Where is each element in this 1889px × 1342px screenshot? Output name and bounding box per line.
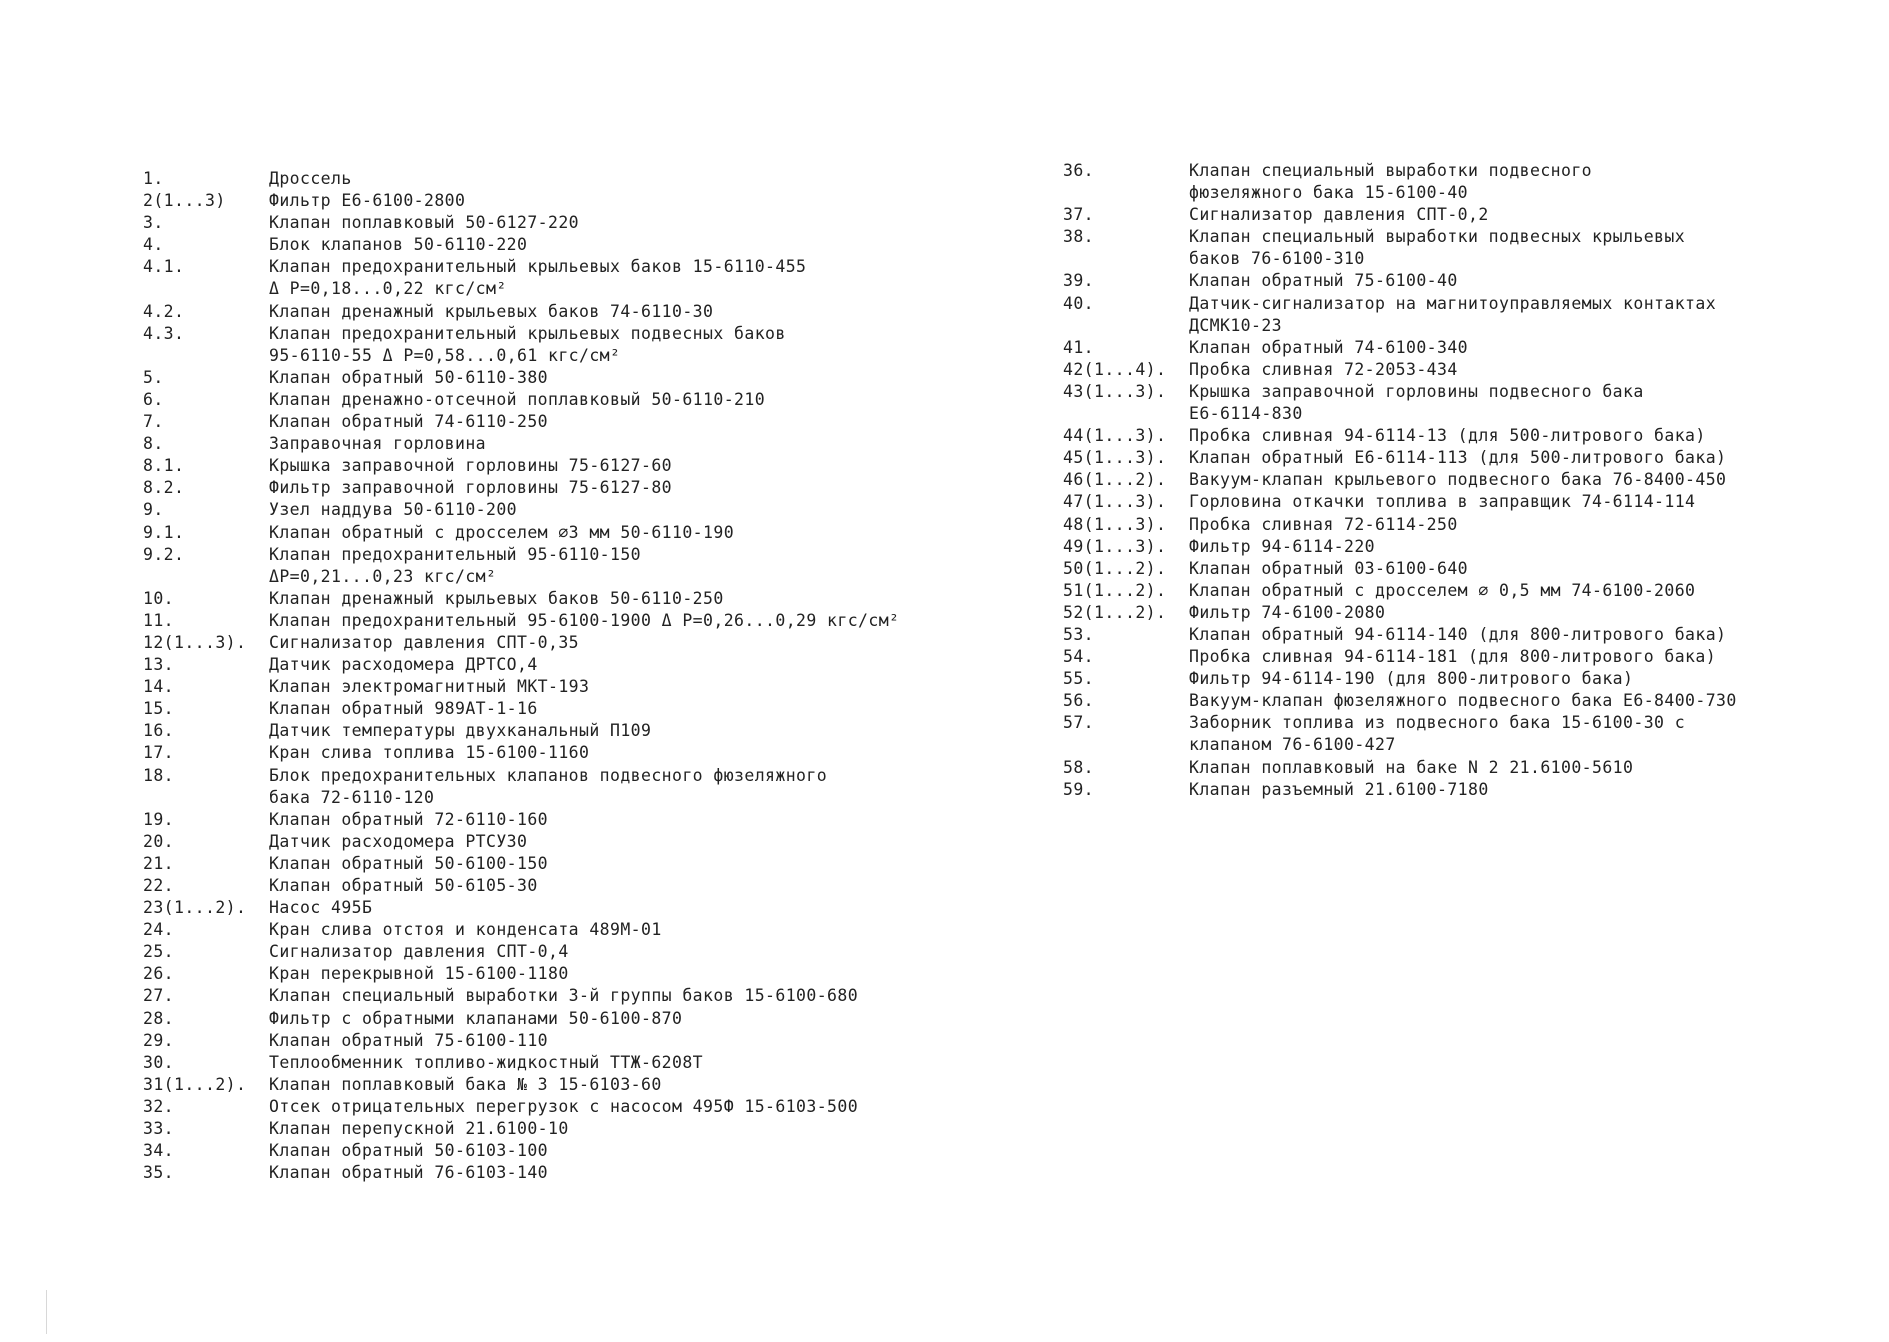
list-item <box>143 1030 973 1052</box>
item-description: ДСМК10-23 <box>1189 315 1283 335</box>
list-item <box>143 367 973 389</box>
item-description: Клапан специальный выработки подвесного <box>1189 161 1593 180</box>
item-number: 28. <box>143 1008 175 1028</box>
item-number: 47(1...3). <box>1063 492 1167 512</box>
item-description: Сигнализатор давления СПТ-0,4 <box>269 942 569 962</box>
item-number: 19. <box>143 809 175 829</box>
item-description: Клапан разъемный 21.6100-7180 <box>1189 779 1489 799</box>
item-description: Клапан поплавковый на баке N 2 21.6100-5610 <box>1189 757 1634 777</box>
item-description: Заборник топлива из подвесного бака 15-6100-30 с <box>1189 713 1686 733</box>
item-description: Блок предохранительных клапанов подвесного фюзеляжного <box>269 765 828 785</box>
item-description: баков 76-6100-310 <box>1189 249 1365 269</box>
item-number: 31(1...2). <box>143 1074 247 1094</box>
list-item-continuation <box>1063 734 1863 756</box>
item-description: Клапан обратный 75-6100-110 <box>269 1030 549 1050</box>
list-item <box>1063 293 1863 315</box>
item-number: 9. <box>143 500 164 520</box>
list-item <box>143 654 973 676</box>
item-description: Клапан обратный 75-6100-40 <box>1189 271 1458 291</box>
item-description: Клапан обратный 76-6103-140 <box>269 1163 549 1183</box>
item-description: Кран слива отстоя и конденсата 489М-01 <box>269 920 662 940</box>
item-description: Горловина откачки топлива в заправщик 74-6114-114 <box>1189 492 1696 512</box>
item-description: Пробка сливная 94-6114-13 (для 500-литрового бака) <box>1189 426 1706 446</box>
item-description: Клапан поплавковый 50-6127-220 <box>269 213 580 233</box>
item-description: бака 72-6110-120 <box>269 787 435 807</box>
item-number: 8.1. <box>143 456 185 476</box>
list-item <box>143 1118 973 1140</box>
item-description: Клапан специальный выработки подвесных крыльевых <box>1189 227 1686 247</box>
item-description: клапаном 76-6100-427 <box>1189 735 1396 755</box>
list-item <box>143 168 973 190</box>
list-item <box>1063 425 1863 447</box>
item-number: 40. <box>1063 293 1095 313</box>
list-item <box>1063 779 1863 801</box>
item-number: 3. <box>143 213 164 233</box>
right-parts-list <box>1063 160 1863 801</box>
list-item <box>1063 558 1863 580</box>
list-item <box>1063 381 1863 403</box>
item-description: Клапан обратный Е6-6114-113 (для 500-литрового бака) <box>1189 448 1727 468</box>
item-number: 9.2. <box>143 544 185 564</box>
list-item-continuation <box>1063 182 1863 204</box>
item-description: Фильтр 74-6100-2080 <box>1189 602 1386 622</box>
item-number: 44(1...3). <box>1063 426 1167 446</box>
list-item <box>1063 204 1863 226</box>
item-description: Теплообменник топливо-жидкостный ТТЖ-6208Т <box>269 1052 704 1072</box>
list-item <box>1063 514 1863 536</box>
list-item <box>143 389 973 411</box>
list-item <box>143 1096 973 1118</box>
item-number: 46(1...2). <box>1063 470 1167 490</box>
list-item <box>143 477 973 499</box>
item-number: 21. <box>143 853 175 873</box>
item-description: Δ Р=0,18...0,22 кгс/см² <box>269 279 507 299</box>
item-description: Клапан обратный 72-6110-160 <box>269 809 549 829</box>
item-description: Кран перекрывной 15-6100-1180 <box>269 964 569 984</box>
item-description: Вакуум-клапан фюзеляжного подвесного бака Е6-8400-730 <box>1189 691 1737 711</box>
list-item <box>1063 536 1863 558</box>
item-number: 59. <box>1063 779 1095 799</box>
list-item <box>1063 624 1863 646</box>
item-description: Заправочная горловина <box>269 434 487 454</box>
list-item <box>143 190 973 212</box>
list-item-continuation <box>143 566 973 588</box>
item-description: Фильтр 94-6114-190 (для 800-литрового бака) <box>1189 669 1634 689</box>
list-item <box>1063 580 1863 602</box>
list-item <box>143 323 973 345</box>
list-item <box>143 720 973 742</box>
item-description: Крышка заправочной горловины подвесного бака <box>1189 381 1644 401</box>
item-number: 45(1...3). <box>1063 448 1167 468</box>
item-description: Насос 495Б <box>269 898 373 918</box>
list-item <box>1063 668 1863 690</box>
item-description: Датчик-сигнализатор на магнитоуправляемых контактах <box>1189 293 1717 313</box>
item-number: 22. <box>143 876 175 895</box>
list-item-continuation <box>143 787 973 809</box>
item-description: фюзеляжного бака 15-6100-40 <box>1189 183 1469 203</box>
item-description: Клапан дренажный крыльевых баков 50-6110-250 <box>269 588 724 608</box>
item-description: Клапан дренажный крыльевых баков 74-6110-30 <box>269 301 714 321</box>
item-description: Клапан перепускной 21.6100-10 <box>269 1119 569 1139</box>
list-item <box>1063 337 1863 359</box>
item-description: Фильтр 94-6114-220 <box>1189 536 1376 556</box>
item-number: 37. <box>1063 205 1095 225</box>
item-number: 24. <box>143 920 175 940</box>
scan-margin-line <box>46 1290 47 1334</box>
item-description: Дроссель <box>269 169 352 188</box>
item-description: Клапан предохранительный крыльевых подвесных баков <box>269 323 786 343</box>
item-number: 54. <box>1063 647 1095 667</box>
list-item <box>143 897 973 919</box>
list-item <box>143 742 973 764</box>
item-number: 50(1...2). <box>1063 558 1167 578</box>
item-number: 48(1...3). <box>1063 514 1167 534</box>
item-number: 53. <box>1063 624 1095 644</box>
item-number: 11. <box>143 610 175 630</box>
list-item <box>143 455 973 477</box>
item-description: Фильтр заправочной горловины 75-6127-80 <box>269 478 673 498</box>
item-description: Датчик температуры двухканальный П109 <box>269 721 652 741</box>
list-item <box>143 676 973 698</box>
list-item <box>1063 270 1863 292</box>
list-item <box>143 1074 973 1096</box>
item-description: Фильтр Е6-6100-2800 <box>269 191 466 211</box>
list-item <box>1063 447 1863 469</box>
item-description: Клапан предохранительный крыльевых баков 15-6110-455 <box>269 257 807 277</box>
list-item-continuation <box>1063 403 1863 425</box>
list-item <box>143 610 973 632</box>
list-item <box>143 522 973 544</box>
list-item <box>143 1140 973 1162</box>
item-number: 13. <box>143 655 175 675</box>
item-number: 49(1...3). <box>1063 536 1167 556</box>
item-number: 36. <box>1063 161 1095 180</box>
item-number: 38. <box>1063 227 1095 247</box>
item-number: 15. <box>143 699 175 719</box>
item-description: Клапан предохранительный 95-6100-1900 Δ Р=0,26...0,29 кгс/см² <box>269 610 900 630</box>
item-description: Клапан обратный 50-6110-380 <box>269 367 549 387</box>
item-description: Блок клапанов 50-6110-220 <box>269 235 528 255</box>
item-description: Клапан обратный с дросселем ∅3 мм 50-6110-190 <box>269 522 735 542</box>
item-number: 26. <box>143 964 175 984</box>
list-item <box>1063 160 1863 182</box>
item-description: Клапан предохранительный 95-6110-150 <box>269 544 642 564</box>
list-item <box>1063 469 1863 491</box>
item-number: 56. <box>1063 691 1095 711</box>
item-description: Клапан обратный 50-6105-30 <box>269 876 538 895</box>
item-description: Е6-6114-830 <box>1189 404 1303 424</box>
item-number: 14. <box>143 677 175 697</box>
list-item <box>1063 757 1863 779</box>
list-item <box>143 212 973 234</box>
item-number: 9.1. <box>143 522 185 542</box>
item-description: Сигнализатор давления СПТ-0,2 <box>1189 205 1489 225</box>
item-number: 5. <box>143 367 164 387</box>
item-number: 20. <box>143 831 175 851</box>
item-description: ΔР=0,21...0,23 кгс/см² <box>269 566 497 586</box>
item-description: Пробка сливная 94-6114-181 (для 800-литрового бака) <box>1189 647 1717 667</box>
item-number: 30. <box>143 1052 175 1072</box>
item-number: 4.3. <box>143 323 185 343</box>
item-description: Фильтр с обратными клапанами 50-6100-870 <box>269 1008 683 1028</box>
item-number: 6. <box>143 389 164 409</box>
item-description: Клапан поплавковый бака № 3 15-6103-60 <box>269 1074 662 1094</box>
item-number: 10. <box>143 588 175 608</box>
item-number: 27. <box>143 986 175 1006</box>
list-item-continuation <box>143 345 973 367</box>
item-number: 8.2. <box>143 478 185 498</box>
item-number: 33. <box>143 1119 175 1139</box>
item-description: Клапан специальный выработки 3-й группы баков 15-6100-680 <box>269 986 859 1006</box>
item-description: Клапан обратный 50-6100-150 <box>269 853 549 873</box>
item-description: Клапан электромагнитный МКТ-193 <box>269 677 590 697</box>
list-item <box>143 433 973 455</box>
list-item <box>143 809 973 831</box>
item-number: 25. <box>143 942 175 962</box>
item-number: 17. <box>143 743 175 763</box>
list-item-continuation <box>1063 315 1863 337</box>
item-description: Клапан обратный 74-6100-340 <box>1189 337 1469 357</box>
item-description: Клапан обратный 94-6114-140 (для 800-литрового бака) <box>1189 624 1727 644</box>
item-description: Клапан обратный 50-6103-100 <box>269 1141 549 1161</box>
item-description: Крышка заправочной горловины 75-6127-60 <box>269 456 673 476</box>
list-item <box>143 941 973 963</box>
list-item <box>143 588 973 610</box>
list-item <box>1063 646 1863 668</box>
item-description: Датчик расходомера РТСУ30 <box>269 831 528 851</box>
list-item <box>1063 226 1863 248</box>
list-item <box>1063 359 1863 381</box>
item-number: 4.1. <box>143 257 185 277</box>
list-item <box>143 853 973 875</box>
item-description: Сигнализатор давления СПТ-0,35 <box>269 632 580 652</box>
item-number: 12(1...3). <box>143 632 247 652</box>
list-item <box>143 919 973 941</box>
list-item <box>143 1162 973 1184</box>
list-item <box>1063 602 1863 624</box>
item-number: 51(1...2). <box>1063 580 1167 600</box>
list-item <box>143 544 973 566</box>
item-number: 32. <box>143 1096 175 1116</box>
item-number: 23(1...2). <box>143 898 247 918</box>
item-number: 2(1...3) <box>143 191 226 211</box>
item-description: Отсек отрицательных перегрузок с насосом 495Ф 15-6103-500 <box>269 1096 859 1116</box>
item-number: 1. <box>143 169 164 188</box>
list-item <box>143 411 973 433</box>
item-number: 29. <box>143 1030 175 1050</box>
item-number: 34. <box>143 1141 175 1161</box>
list-item <box>143 985 973 1007</box>
list-item <box>143 1052 973 1074</box>
list-item <box>143 963 973 985</box>
item-number: 16. <box>143 721 175 741</box>
list-item <box>143 256 973 278</box>
item-number: 8. <box>143 434 164 454</box>
list-item <box>1063 712 1863 734</box>
item-number: 42(1...4). <box>1063 359 1167 379</box>
item-number: 58. <box>1063 757 1095 777</box>
item-description: Кран слива топлива 15-6100-1160 <box>269 743 590 763</box>
list-item-continuation <box>143 278 973 300</box>
item-description: Клапан обратный 74-6110-250 <box>269 412 549 432</box>
item-description: Узел наддува 50-6110-200 <box>269 500 518 520</box>
item-description: Клапан обратный 989АТ-1-16 <box>269 699 538 719</box>
item-number: 4. <box>143 235 164 255</box>
list-item <box>143 698 973 720</box>
list-item <box>143 301 973 323</box>
item-description: Клапан обратный 03-6100-640 <box>1189 558 1469 578</box>
item-description: Вакуум-клапан крыльевого подвесного бака 76-8400-450 <box>1189 470 1727 490</box>
item-number: 57. <box>1063 713 1095 733</box>
item-number: 55. <box>1063 669 1095 689</box>
list-item <box>143 765 973 787</box>
list-item <box>143 831 973 853</box>
item-number: 39. <box>1063 271 1095 291</box>
list-item <box>143 234 973 256</box>
item-description: Пробка сливная 72-2053-434 <box>1189 359 1458 379</box>
left-parts-list <box>143 168 973 1184</box>
item-description: Датчик расходомера ДРТСО,4 <box>269 655 538 675</box>
item-number: 7. <box>143 412 164 432</box>
list-item-continuation <box>1063 248 1863 270</box>
item-description: 95-6110-55 Δ Р=0,58...0,61 кгс/см² <box>269 345 621 365</box>
list-item <box>143 1008 973 1030</box>
list-item <box>143 499 973 521</box>
list-item <box>1063 491 1863 513</box>
item-number: 35. <box>143 1163 175 1183</box>
list-item <box>1063 690 1863 712</box>
item-number: 18. <box>143 765 175 785</box>
item-description: Пробка сливная 72-6114-250 <box>1189 514 1458 534</box>
item-number: 52(1...2). <box>1063 602 1167 622</box>
item-number: 4.2. <box>143 301 185 321</box>
item-number: 41. <box>1063 337 1095 357</box>
list-item <box>143 632 973 654</box>
item-description: Клапан дренажно-отсечной поплавковый 50-6110-210 <box>269 389 766 409</box>
list-item <box>143 875 973 897</box>
item-description: Клапан обратный с дросселем ∅ 0,5 мм 74-6100-2060 <box>1189 580 1696 600</box>
item-number: 43(1...3). <box>1063 381 1167 401</box>
